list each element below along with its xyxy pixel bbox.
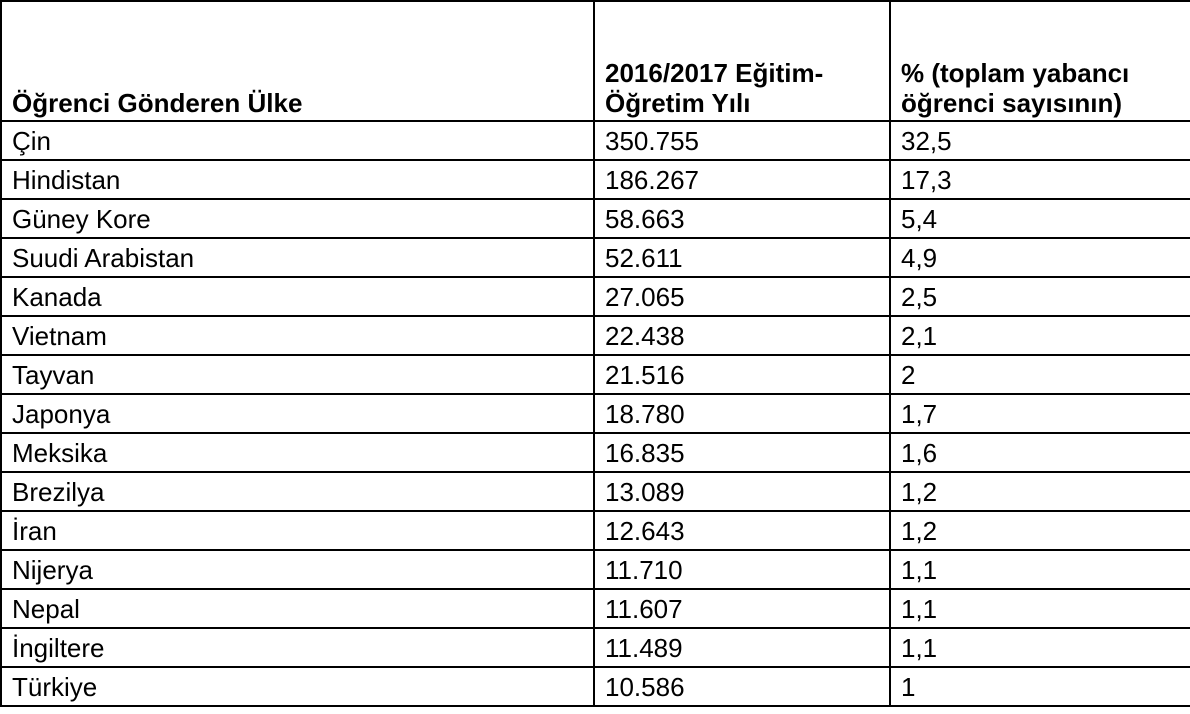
- percent-cell: 1,7: [890, 394, 1190, 433]
- country-cell: Suudi Arabistan: [1, 238, 594, 277]
- count-cell: 16.835: [594, 433, 890, 472]
- table-row: [1, 589, 1190, 628]
- percent-cell: 5,4: [890, 199, 1190, 238]
- table-row: [1, 511, 1190, 550]
- count-cell: 52.611: [594, 238, 890, 277]
- table-header-row: [1, 1, 1190, 121]
- count-cell: 11.710: [594, 550, 890, 589]
- table-row: [1, 121, 1190, 160]
- count-cell: 13.089: [594, 472, 890, 511]
- percent-cell: 1,1: [890, 550, 1190, 589]
- table-row: [1, 277, 1190, 316]
- table-row: [1, 316, 1190, 355]
- country-cell: Güney Kore: [1, 199, 594, 238]
- header-year-line-1: 2016/2017 Eğitim-: [605, 58, 824, 88]
- count-cell: 18.780: [594, 394, 890, 433]
- percent-cell: 1,2: [890, 511, 1190, 550]
- percent-cell: 1: [890, 667, 1190, 706]
- percent-cell: 2,5: [890, 277, 1190, 316]
- country-cell: İngiltere: [1, 628, 594, 667]
- percent-cell: 2,1: [890, 316, 1190, 355]
- percent-cell: 4,9: [890, 238, 1190, 277]
- count-cell: 186.267: [594, 160, 890, 199]
- percent-cell: 1,1: [890, 628, 1190, 667]
- count-cell: 21.516: [594, 355, 890, 394]
- country-cell: Kanada: [1, 277, 594, 316]
- country-cell: Meksika: [1, 433, 594, 472]
- header-percent: [890, 1, 1190, 121]
- header-percent-line-1: % (toplam yabancı: [901, 58, 1130, 88]
- country-cell: Tayvan: [1, 355, 594, 394]
- count-cell: 22.438: [594, 316, 890, 355]
- country-cell: Vietnam: [1, 316, 594, 355]
- table-row: [1, 160, 1190, 199]
- country-cell: Nijerya: [1, 550, 594, 589]
- country-cell: Türkiye: [1, 667, 594, 706]
- table-row: [1, 199, 1190, 238]
- header-year: [594, 1, 890, 121]
- table-body: [1, 121, 1190, 706]
- country-cell: Çin: [1, 121, 594, 160]
- count-cell: 350.755: [594, 121, 890, 160]
- percent-cell: 1,6: [890, 433, 1190, 472]
- header-percent-line-2: öğrenci sayısının): [901, 88, 1123, 118]
- count-cell: 11.489: [594, 628, 890, 667]
- percent-cell: 2: [890, 355, 1190, 394]
- count-cell: 11.607: [594, 589, 890, 628]
- country-cell: Japonya: [1, 394, 594, 433]
- table-row: [1, 550, 1190, 589]
- table-row: [1, 433, 1190, 472]
- table-row: [1, 238, 1190, 277]
- percent-cell: 1,1: [890, 589, 1190, 628]
- percent-cell: 1,2: [890, 472, 1190, 511]
- percent-cell: 17,3: [890, 160, 1190, 199]
- count-cell: 10.586: [594, 667, 890, 706]
- table-row: [1, 472, 1190, 511]
- country-cell: İran: [1, 511, 594, 550]
- header-year-line-2: Öğretim Yılı: [605, 88, 751, 118]
- country-cell: Nepal: [1, 589, 594, 628]
- country-cell: Hindistan: [1, 160, 594, 199]
- country-cell: Brezilya: [1, 472, 594, 511]
- table-row: [1, 628, 1190, 667]
- header-country-line-1: Öğrenci Gönderen Ülke: [12, 88, 303, 118]
- table-row: [1, 355, 1190, 394]
- table-row: [1, 667, 1190, 706]
- count-cell: 58.663: [594, 199, 890, 238]
- header-country: [1, 1, 594, 121]
- count-cell: 27.065: [594, 277, 890, 316]
- percent-cell: 32,5: [890, 121, 1190, 160]
- count-cell: 12.643: [594, 511, 890, 550]
- table-row: [1, 394, 1190, 433]
